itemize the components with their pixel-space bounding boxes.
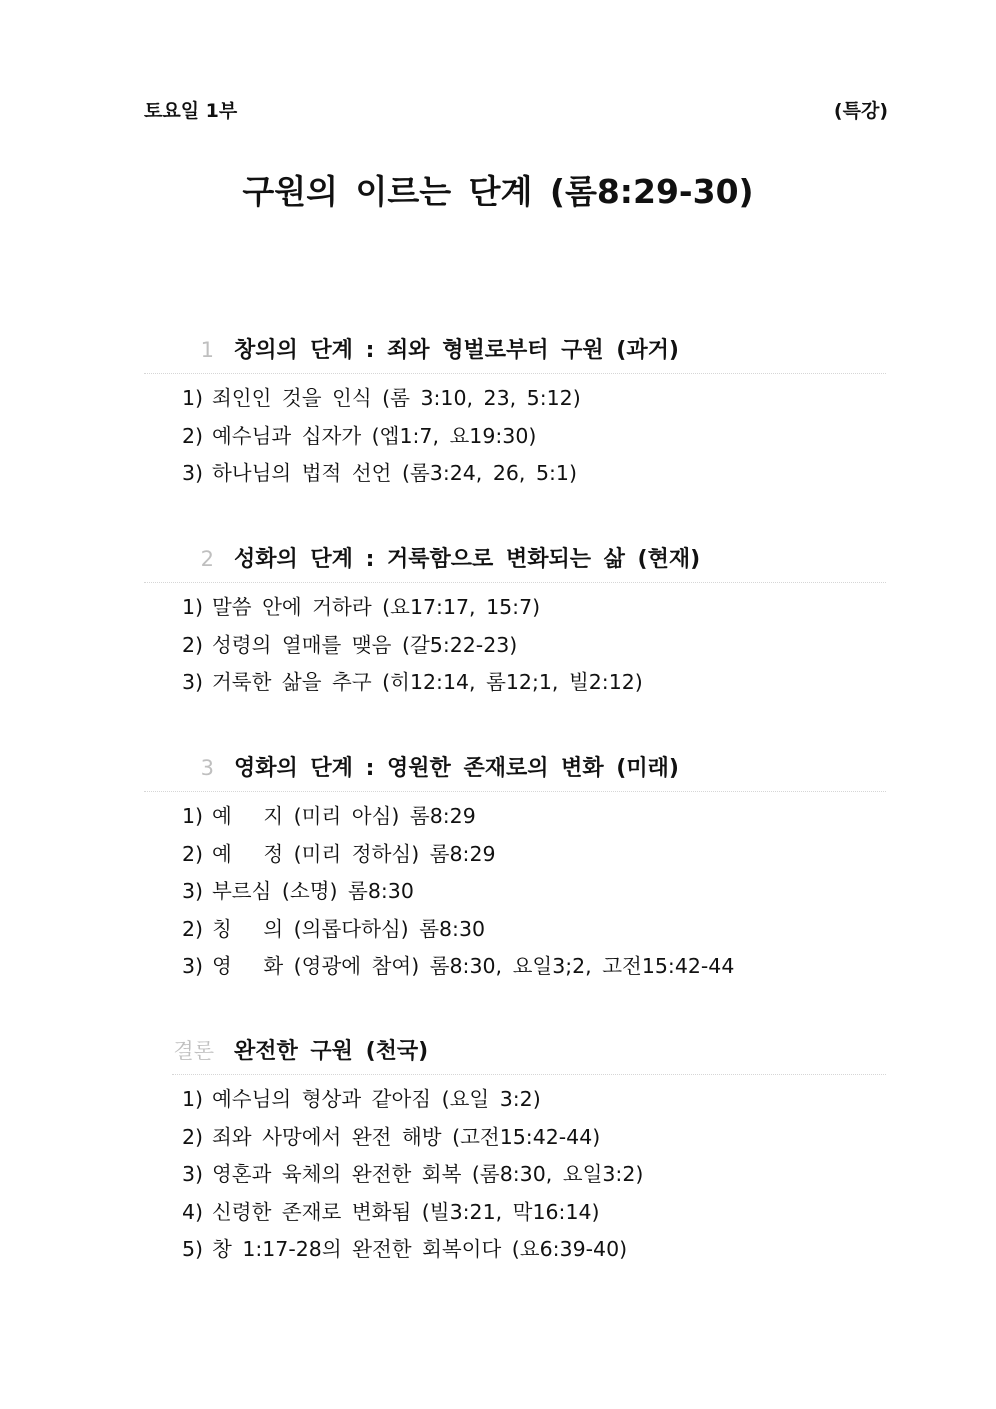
list-item bbox=[182, 1081, 886, 1119]
item-text: 부르심 (소명) 롬8:30 bbox=[212, 879, 414, 903]
section-sanctification bbox=[144, 542, 886, 702]
list-item bbox=[182, 418, 886, 456]
section-heading bbox=[144, 751, 886, 791]
section-item-list bbox=[144, 798, 886, 986]
item-number: 4) bbox=[182, 1199, 204, 1224]
item-text: 예수님의 형상과 같아짐 (요일 3:2) bbox=[212, 1087, 541, 1111]
section-item-list bbox=[144, 1081, 886, 1269]
header-session-label: 토요일 1부 bbox=[144, 100, 238, 122]
list-item bbox=[182, 380, 886, 418]
item-text: 예수님과 십자가 (엡1:7, 요19:30) bbox=[212, 423, 537, 448]
section-divider bbox=[144, 582, 886, 583]
section-title: 창의의 단계 : 죄와 형벌로부터 구원 (과거) bbox=[234, 338, 679, 363]
item-number: 1) bbox=[182, 804, 204, 828]
item-number: 1) bbox=[182, 1087, 204, 1111]
item-number: 2) bbox=[182, 916, 204, 941]
item-text: 성령의 열매를 맺음 (갈5:22-23) bbox=[212, 632, 518, 657]
item-number: 3) bbox=[182, 670, 204, 694]
list-item bbox=[182, 798, 886, 836]
item-number: 1) bbox=[182, 386, 204, 410]
item-text: 예 정 (미리 정하심) 롬8:29 bbox=[212, 841, 496, 866]
section-divider bbox=[144, 373, 886, 374]
item-number: 1) bbox=[182, 595, 204, 619]
section-item-list bbox=[144, 380, 886, 493]
section-heading bbox=[144, 542, 886, 582]
list-item bbox=[182, 1156, 886, 1194]
section-title: 영화의 단계 : 영원한 존재로의 변화 (미래) bbox=[234, 756, 679, 781]
item-number: 3) bbox=[182, 1162, 204, 1186]
item-number: 2) bbox=[182, 841, 204, 866]
item-text: 영 화 (영광에 참여) 롬8:30, 요일3;2, 고전15:42-44 bbox=[212, 954, 735, 978]
list-item bbox=[182, 948, 886, 986]
item-text: 죄인인 것을 인식 (롬 3:10, 23, 5:12) bbox=[212, 386, 581, 410]
list-item bbox=[182, 589, 886, 627]
item-number: 5) bbox=[182, 1237, 204, 1261]
item-number: 2) bbox=[182, 632, 204, 657]
section-title: 성화의 단계 : 거룩함으로 변화되는 삶 (현재) bbox=[234, 547, 701, 572]
item-text: 영혼과 육체의 완전한 회복 (롬8:30, 요일3:2) bbox=[212, 1162, 644, 1186]
section-number: 2 bbox=[200, 547, 214, 571]
section-heading bbox=[144, 333, 886, 373]
item-text: 거룩한 삶을 추구 (히12:14, 롬12;1, 빌2:12) bbox=[212, 670, 643, 694]
section-number: 결론 bbox=[173, 1039, 214, 1063]
list-item bbox=[182, 664, 886, 702]
section-glorification bbox=[144, 751, 886, 986]
item-text: 말씀 안에 거하라 (요17:17, 15:7) bbox=[212, 595, 541, 619]
section-conclusion bbox=[144, 1034, 886, 1269]
item-number: 2) bbox=[182, 1124, 204, 1149]
list-item bbox=[182, 873, 886, 911]
list-item bbox=[182, 1119, 886, 1157]
section-heading bbox=[144, 1034, 886, 1074]
item-number: 3) bbox=[182, 954, 204, 978]
section-number: 3 bbox=[200, 756, 214, 780]
list-item bbox=[182, 1231, 886, 1269]
list-item bbox=[182, 1194, 886, 1232]
item-text: 예 지 (미리 아심) 롬8:29 bbox=[212, 804, 476, 828]
item-text: 칭 의 (의롭다하심) 롬8:30 bbox=[212, 916, 486, 941]
item-number: 3) bbox=[182, 879, 204, 903]
list-item bbox=[182, 911, 886, 949]
item-number: 2) bbox=[182, 423, 204, 448]
section-title: 완전한 구원 (천국) bbox=[234, 1039, 429, 1064]
section-number: 1 bbox=[200, 338, 214, 362]
item-text: 창 1:17-28의 완전한 회복이다 (요6:39-40) bbox=[212, 1237, 628, 1261]
item-number: 3) bbox=[182, 461, 204, 485]
item-text: 신령한 존재로 변화됨 (빌3:21, 막16:14) bbox=[212, 1199, 600, 1224]
list-item bbox=[182, 627, 886, 665]
section-divider bbox=[144, 791, 886, 792]
list-item bbox=[182, 455, 886, 493]
section-justification bbox=[144, 333, 886, 493]
item-text: 죄와 사망에서 완전 해방 (고전15:42-44) bbox=[212, 1124, 601, 1149]
section-divider bbox=[172, 1074, 886, 1075]
list-item bbox=[182, 836, 886, 874]
item-text: 하나님의 법적 선언 (롬3:24, 26, 5:1) bbox=[212, 461, 577, 485]
section-item-list bbox=[144, 589, 886, 702]
page-title: 구원의 이르는 단계 (롬8:29-30) bbox=[242, 172, 754, 211]
header-type-label: (특강) bbox=[833, 100, 888, 122]
